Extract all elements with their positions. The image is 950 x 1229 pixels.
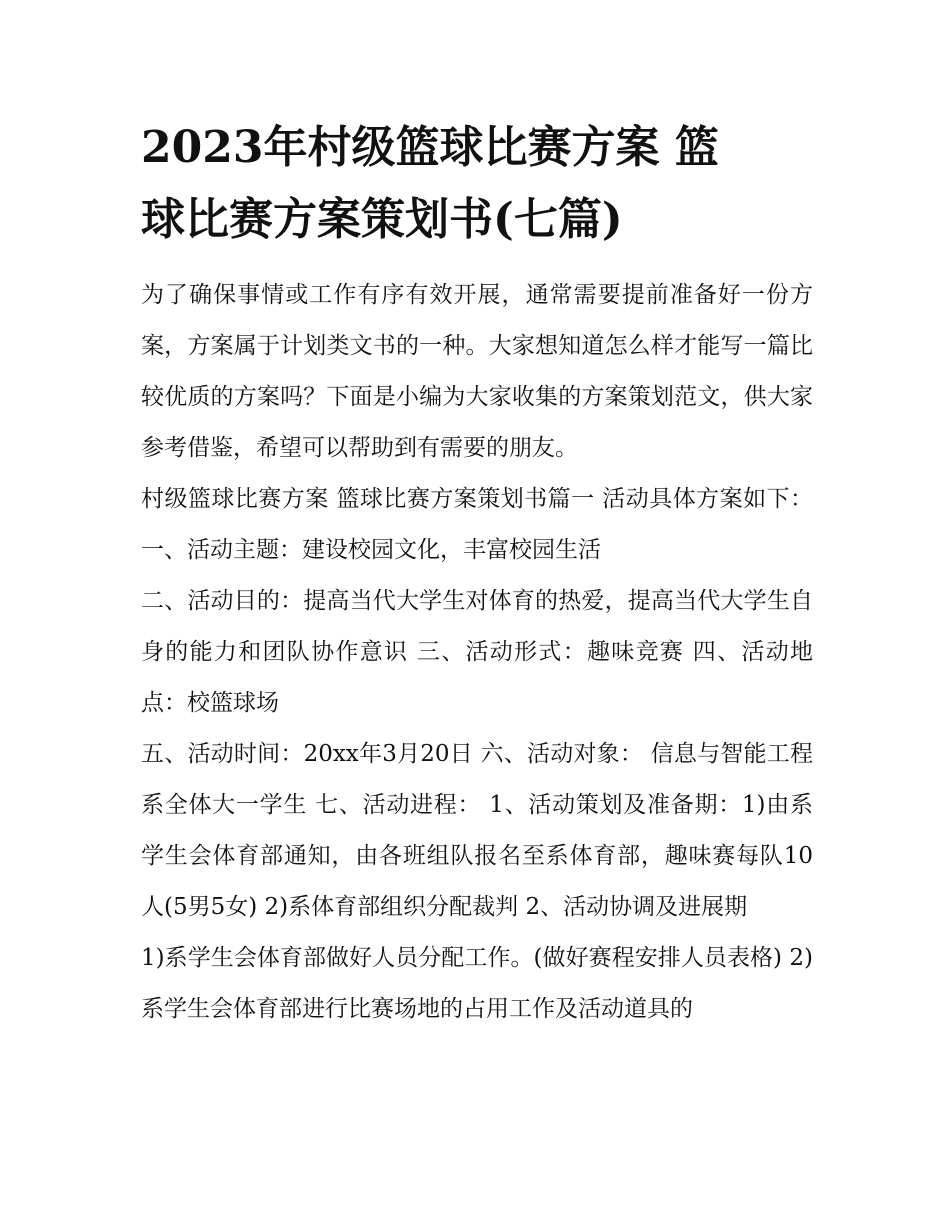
document-title-line-2: 球比赛方案策划书(七篇) — [141, 194, 623, 245]
body-paragraph-2: 二、活动目的：提高当代大学生对体育的热爱，提高当代大学生自身的能力和团队协作意识 三、活动形式：趣味竞赛 四、活动地点：校篮球场 — [141, 588, 813, 716]
body-paragraph-4: 1)系学生会体育部做好人员分配工作。(做好赛程安排人员表格) 2)系学生会体育部进行比赛场地的占用工作及活动道具的 — [141, 945, 813, 1022]
body-paragraph-1: 村级篮球比赛方案 篮球比赛方案策划书篇一 活动具体方案如下： 一、活动主题：建设校园文化，丰富校园生活 — [141, 486, 813, 563]
intro-paragraph: 为了确保事情或工作有序有效开展，通常需要提前准备好一份方案，方案属于计划类文书的一种。大家想知道怎么样才能写一篇比较优质的方案吗？下面是小编为大家收集的方案策划范文，供大家参考借鉴，希望可以帮助到有需要的朋友。 — [141, 282, 813, 461]
body-paragraph-3: 五、活动时间：20xx年3月20日 六、活动对象： 信息与智能工程系全体大一学生 七、活动进程： 1、活动策划及准备期：1)由系学生会体育部通知，由各班组队报名至系体育部，趣味赛每队10人(5男5女) 2)系体育部组织分配裁判 2、活动协调及进展期 — [141, 741, 813, 920]
document-title-line-1: 2023年村级篮球比赛方案 篮 — [141, 122, 719, 173]
document-title — [141, 112, 813, 256]
document-page — [141, 112, 813, 1035]
